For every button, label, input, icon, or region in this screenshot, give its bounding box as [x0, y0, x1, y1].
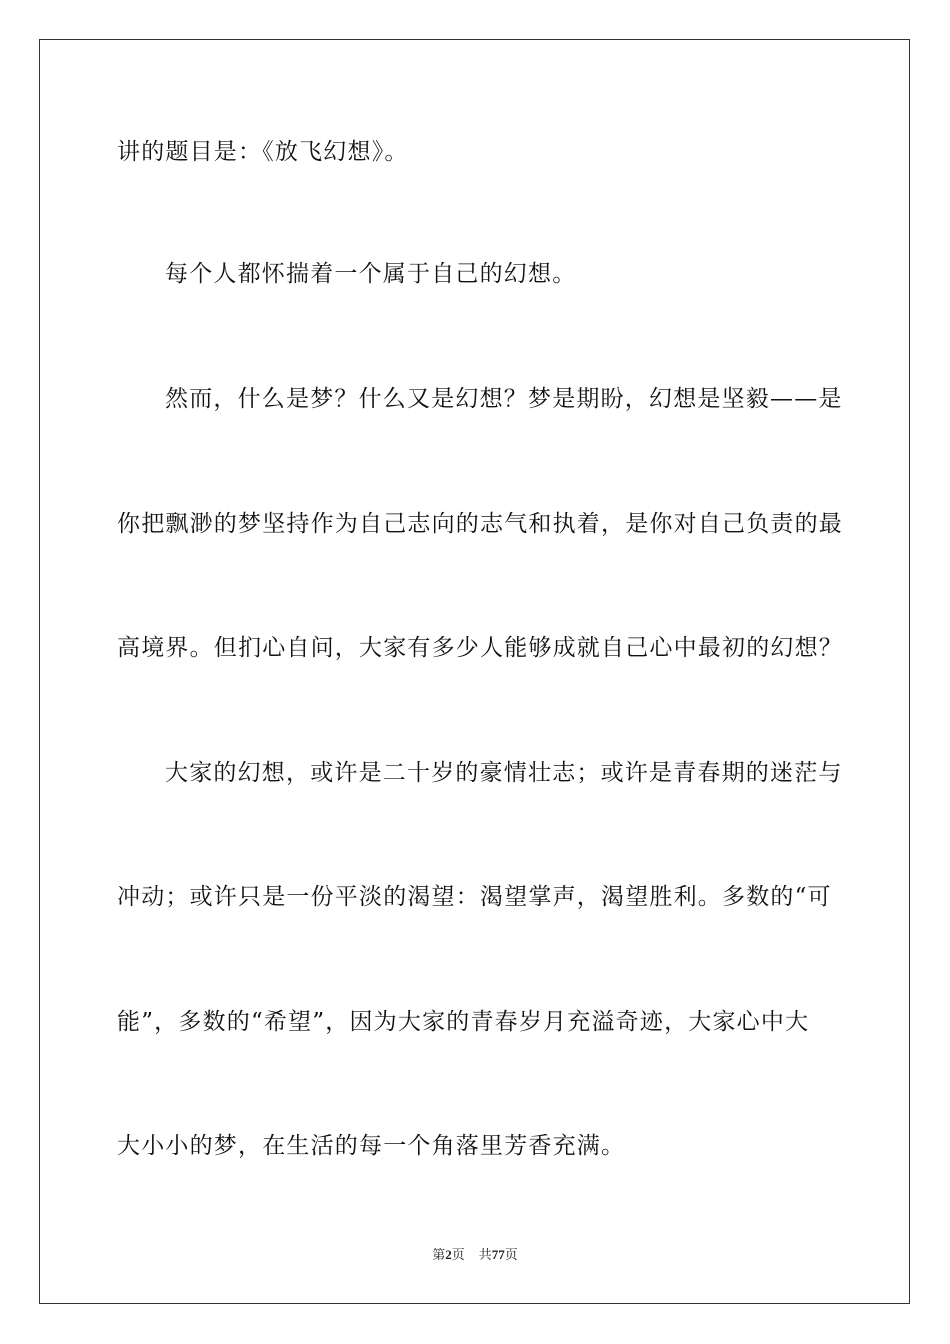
text-line-7: 冲动；或许只是一份平淡的渴望：渴望掌声，渴望胜利。多数的“可 — [117, 884, 832, 910]
text-line-5: 高境界。但扪心自问，大家有多少人能够成就自己心中最初的幻想？ — [117, 635, 843, 661]
page-footer — [0, 1246, 950, 1265]
text-line-6: 大家的幻想，或许是二十岁的豪情壮志；或许是青春期的迷茫与 — [165, 760, 843, 786]
total-suffix: 页 — [504, 1248, 518, 1263]
text-line-3: 然而，什么是梦？什么又是幻想？梦是期盼，幻想是坚毅——是 — [165, 386, 843, 412]
page-number: 2 — [445, 1247, 452, 1262]
total-prefix: 共 — [478, 1248, 492, 1263]
page-prefix: 第 — [432, 1248, 446, 1263]
text-line-2: 每个人都怀揣着一个属于自己的幻想。 — [165, 261, 577, 287]
text-line-1: 讲的题目是：《放飞幻想》。 — [117, 139, 409, 165]
page-suffix: 页 — [451, 1248, 465, 1263]
total-pages: 77 — [491, 1247, 505, 1262]
text-line-4: 你把飘渺的梦坚持作为自己志向的志气和执着，是你对自己负责的最 — [117, 511, 843, 537]
text-line-9: 大小小的梦，在生活的每一个角落里芳香充满。 — [117, 1133, 626, 1159]
text-line-8: 能”，多数的“希望”，因为大家的青春岁月充溢奇迹，大家心中大 — [117, 1009, 810, 1035]
page-border — [39, 39, 910, 1304]
